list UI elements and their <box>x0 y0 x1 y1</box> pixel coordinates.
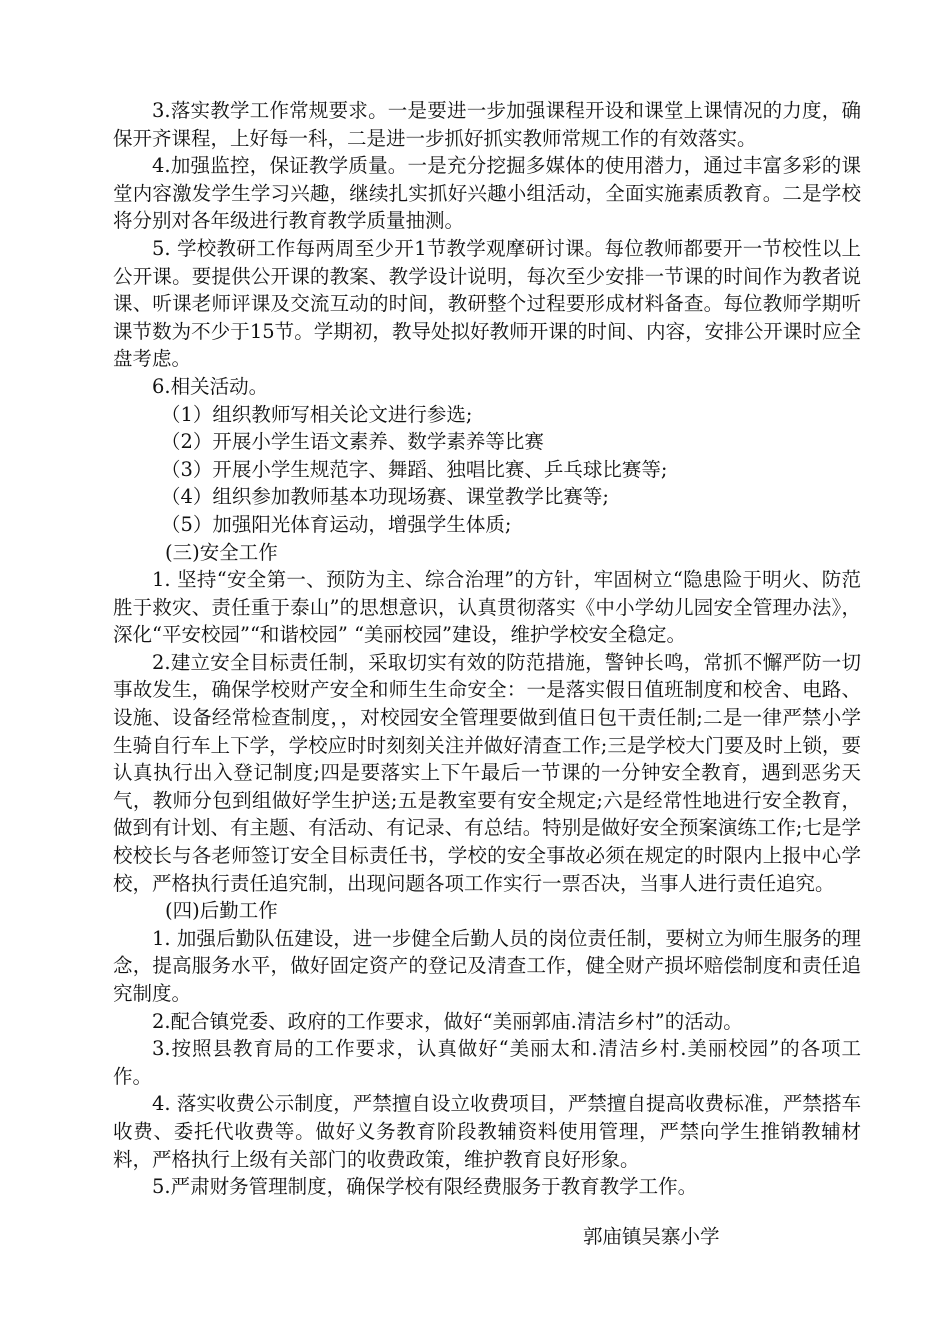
logistics-item-2: 2.配合镇党委、政府的工作要求，做好“美丽郭庙.清洁乡村”的活动。 <box>152 1009 743 1033</box>
safety-item-2: 2.建立安全目标责任制，采取切实有效的防范措施，警钟长鸣，常抓不懈严防一切事故发生，确保学校财产安全和师生生命安全：一是落实假日值班制度和校舍、电路、设施、设备经常检查制度，，对校园安全管理要做到值日包干责任制;二是一律严禁小学生骑自行车上下学，学校应时时刻刻关注并做好清查工作;三是学校大门要及时上锁，要认真执行出入登记制度;四是要落实上下午最后一节课的一分钟安全教育，遇到恶劣天气，教师分包到组做好学生护送;五是教室要有安全规定;六是经常性地进行安全教育，做到有计划、有主题、有活动、有记录、有总结。特别是做好安全预案演练工作;七是学校校长与各老师签订安全目标责任书，学校的安全事故必须在规定的时限内上报中心学校，严格执行责任追究制，出现问题各项工作实行一票否决，当事人进行责任追究。 <box>113 650 861 895</box>
school-signature: 郭庙镇吴寨小学 <box>583 1225 720 1248</box>
logistics-item-3: 3.按照县教育局的工作要求，认真做好“美丽太和.清洁乡村.美丽校园”的各项工作。 <box>113 1037 861 1088</box>
activity-item: （4）组织参加教师基本功现场赛、课堂教学比赛等; <box>161 485 609 509</box>
logistics-item-1: 1. 加强后勤队伍建设，进一步健全后勤人员的岗位责任制，要树立为师生服务的理念，提高服务水平，做好固定资产的登记及清查工作，健全财产损坏赔偿制度和责任追究制度。 <box>113 926 861 1005</box>
activity-item: （3）开展小学生规范字、舞蹈、独唱比赛、乒乓球比赛等; <box>161 457 668 481</box>
document-body <box>113 97 861 1201</box>
logistics-item-4: 4. 落实收费公示制度，严禁擅自设立收费项目，严禁擅自提高收费标准，严禁搭车收费、委托代收费等。做好义务教育阶段教辅资料使用管理，严禁向学生推销教辅材料，严格执行上级有关部门的收费政策，维护教育良好形象。 <box>113 1092 861 1171</box>
activity-item: （1）组织教师写相关论文进行参选; <box>161 402 473 426</box>
section-heading-logistics: (四)后勤工作 <box>165 899 278 923</box>
teaching-item-5: 5. 学校教研工作每两周至少开1节教学观摩研讨课。每位教师都要开一节校性以上公开课。要提供公开课的教案、教学设计说明，每次至少安排一节课的时间作为教者说课、听课老师评课及交流互动的时间，教研整个过程要形成材料备查。每位教师学期听课节数为不少于15节。学期初，教导处拟好教师开课的时间、内容，安排公开课时应全盘考虑。 <box>113 236 861 371</box>
section-heading-safety: (三)安全工作 <box>165 540 278 564</box>
teaching-item-3: 3.落实教学工作常规要求。一是要进一步加强课程开设和课堂上课情况的力度，确保开齐课程，上好每一科，二是进一步抓好抓实教师常规工作的有效落实。 <box>113 99 861 150</box>
teaching-item-6: 6.相关活动。 <box>152 374 269 398</box>
activity-item: （2）开展小学生语文素养、数学素养等比赛 <box>161 430 544 454</box>
activity-item: （5）加强阳光体育运动，增强学生体质; <box>161 512 512 536</box>
logistics-item-5: 5.严肃财务管理制度，确保学校有限经费服务于教育教学工作。 <box>152 1175 698 1199</box>
safety-item-1: 1. 坚持“安全第一、预防为主、综合治理”的方针，牢固树立“隐患险于明火、防范胜于救灾、责任重于泰山”的思想意识，认真贯彻落实《中小学幼儿园安全管理办法》，深化“平安校园”“和谐校园” “美丽校园”建设，维护学校安全稳定。 <box>113 568 861 647</box>
teaching-item-4: 4.加强监控，保证教学质量。一是充分挖掘多媒体的使用潜力，通过丰富多彩的课堂内容激发学生学习兴趣，继续扎实抓好兴趣小组活动，全面实施素质教育。二是学校将分别对各年级进行教育教学质量抽测。 <box>113 154 861 233</box>
